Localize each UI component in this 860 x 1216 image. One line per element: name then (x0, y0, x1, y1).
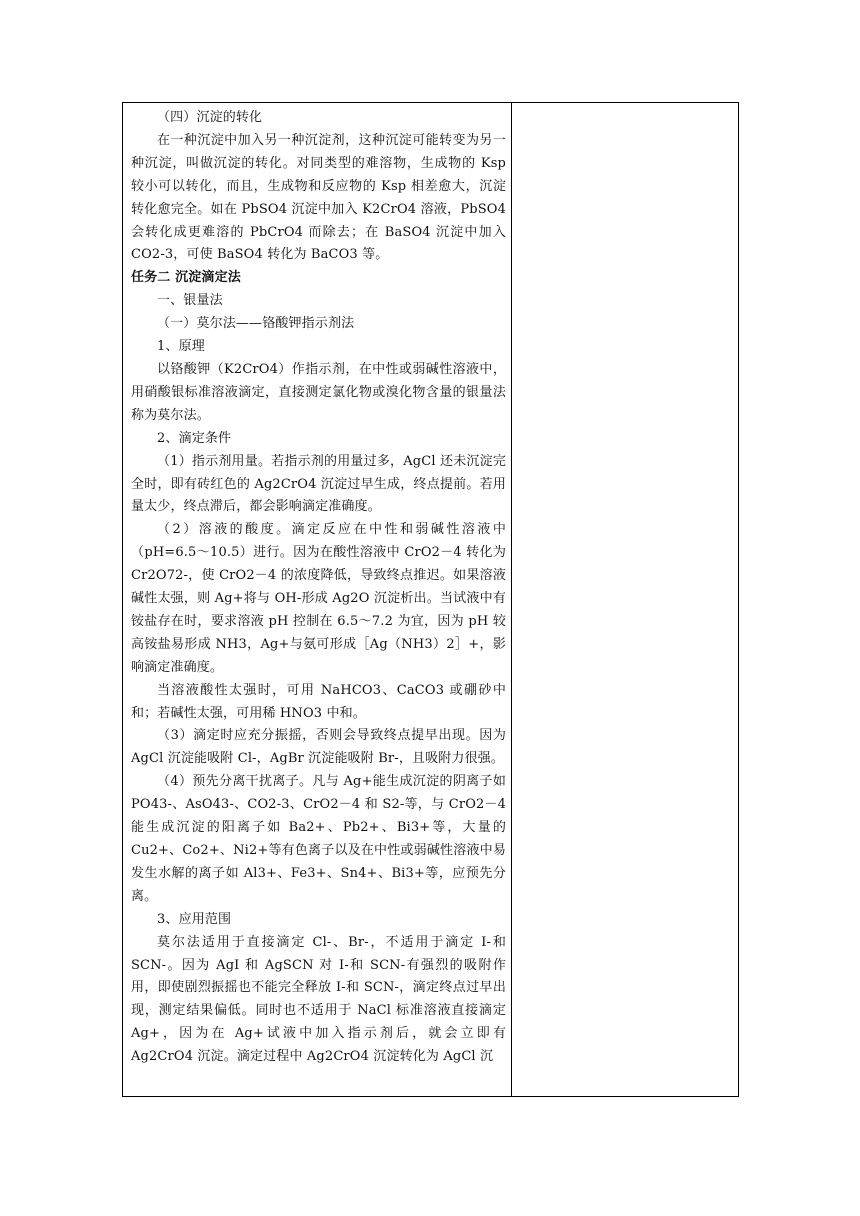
paragraph-conversion-body: 在一种沉淀中加入另一种沉淀剂，这种沉淀可能转变为另一种沉淀，叫做沉淀的转化。对同类型的难溶物，生成物的 Ksp 较小可以转化，而且，生成物和反应物的 Ksp 相差愈大，沉淀转化愈完全。如在 PbSO4 沉淀中加入 K2CrO4 溶液，PbSO4 会转化成更难溶的 PbCrO4 而除去；在 BaSO4 沉淀中加入 CO2-3，可使 BaSO4 转化为 BaCO3 等。 (131, 132, 506, 263)
lesson-table (122, 102, 739, 1097)
table-row (123, 103, 739, 1097)
paragraph-indicator-amount: （1）指示剂用量。若指示剂的用量过多，AgCl 还未沉淀完全时，即有砖红色的 Ag2CrO4 沉淀过早生成，终点提前。若用量太少，终点滞后，都会影响滴定准确度。 (131, 453, 506, 515)
paragraph-solution-acidity: （2）溶液的酸度。滴定反应在中性和弱碱性溶液中（pH=6.5～10.5）进行。因为在酸性溶液中 CrO2－4 转化为 Cr2O72-，使 CrO2－4 的浓度降低，导致终点推迟。如果溶液碱性太强，则 Ag+将与 OH-形成 Ag2O 沉淀析出。当试液中有铵盐存在时，要求溶液 pH 控制在 6.5～7.2 为宜，因为 pH 较高铵盐易形成 NH3，Ag+与氨可形成［Ag（NH3）2］+，影响滴定准确度。 (131, 522, 506, 675)
paragraph-principle-body: 以铬酸钾（K2CrO4）作指示剂，在中性或弱碱性溶液中，用硝酸银标准溶液滴定，直接测定氯化物或溴化物含量的银量法称为莫尔法。 (131, 361, 506, 423)
content-text (123, 103, 511, 1069)
paragraph-application-body: 莫尔法适用于直接滴定 Cl-、Br-，不适用于滴定 I-和 SCN-。因为 AgI 和 AgSCN 对 I-和 SCN-有强烈的吸附作用，即使剧烈振摇也不能完全释放 I-和 SCN-，滴定终点过早出现，测定结果偏低。同时也不适用于 NaCl 标准溶液直接滴定 Ag+，因为在 Ag+试液中加入指示剂后，就会立即有 Ag2CrO4 沉淀。滴定过程中 Ag2CrO4 沉淀转化为 AgCl 沉 (131, 934, 506, 1065)
subsection-heading-mohr-method: （一）莫尔法——铬酸钾指示剂法 (157, 316, 355, 332)
item-heading-application-scope: 3、应用范围 (157, 911, 232, 927)
paragraph-neutralization: 当溶液酸性太强时，可用 NaHCO3、CaCO3 或硼砂中和；若碱性太强，可用稀 HNO3 中和。 (131, 682, 506, 721)
content-cell (123, 103, 512, 1097)
section-heading-silver-method: 一、银量法 (157, 293, 223, 309)
item-heading-principle: 1、原理 (157, 339, 205, 355)
paragraph-interfering-ions: （4）预先分离干扰离子。凡与 Ag+能生成沉淀的阴离子如 PO43-、AsO43-、CO2-3、CrO2－4 和 S2-等，与 CrO2－4 能生成沉淀的阳离子如 Ba2+、Pb2+、Bi3+等，大量的 Cu2+、Co2+、Ni2+等有色离子以及在中性或弱碱性溶液中易发生水解的离子如 Al3+、Fe3+、Sn4+、Bi3+等，应预先分离。 (131, 774, 506, 904)
task-heading: 任务二 沉淀滴定法 (131, 270, 241, 286)
paragraph-heading-precipitate-conversion: （四）沉淀的转化 (157, 110, 263, 125)
paragraph-shaking: （3）滴定时应充分振摇，否则会导致终点提早出现。因为 AgCl 沉淀能吸附 Cl-，AgBr 沉淀能吸附 Br-，且吸附力很强。 (131, 728, 506, 767)
notes-cell (512, 103, 739, 1097)
item-heading-titration-conditions: 2、滴定条件 (157, 430, 232, 446)
